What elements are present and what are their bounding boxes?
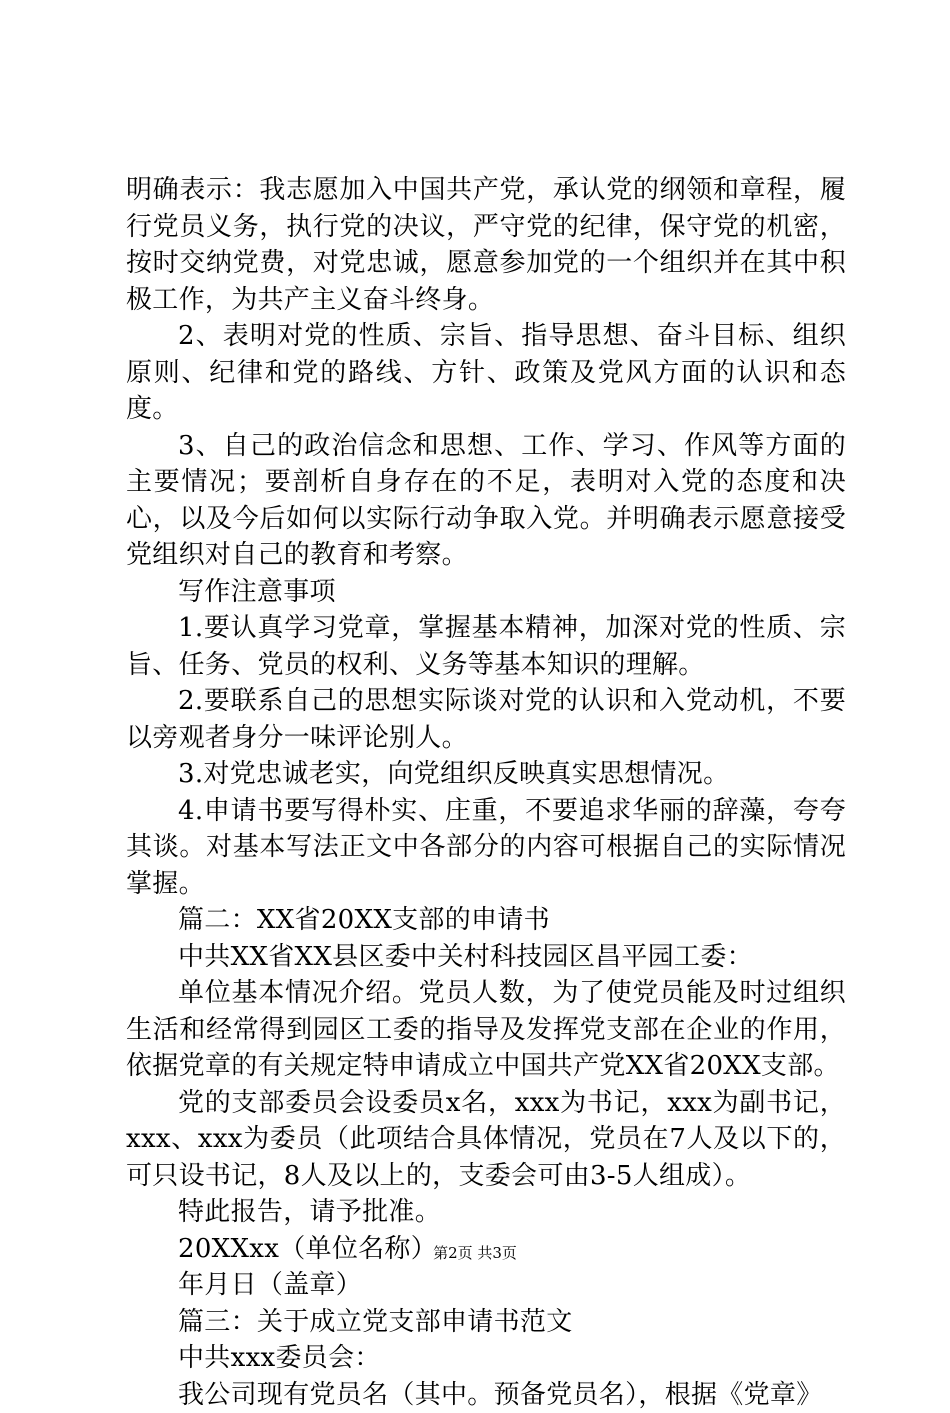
section-heading: 写作注意事项 [126, 574, 846, 611]
paragraph: 我公司现有党员名（其中。预备党员名），根据《党章》 [126, 1377, 846, 1413]
paragraph: 1.要认真学习党章，掌握基本精神，加深对党的性质、宗旨、任务、党员的权利、义务等基本知识的理解。 [126, 610, 846, 683]
closing-line: 特此报告，请予批准。 [126, 1194, 846, 1231]
section-heading: 篇二：XX省20XX支部的申请书 [126, 902, 846, 939]
salutation: 中共XX省XX县区委中关村科技园区昌平园工委： [126, 939, 846, 976]
document-body [126, 172, 846, 1413]
paragraph: 单位基本情况介绍。党员人数，为了使党员能及时过组织生活和经常得到园区工委的指导及发挥党支部在企业的作用，依据党章的有关规定特申请成立中国共产党XX省20XX支部。 [126, 975, 846, 1085]
signature-date: 年月日（盖章） [126, 1267, 846, 1304]
salutation: 中共xxx委员会： [126, 1340, 846, 1377]
paragraph: 党的支部委员会设委员x名，xxx为书记，xxx为副书记，xxx、xxx为委员（此项结合具体情况，党员在7人及以下的，可只设书记，8人及以上的，支委会可由3-5人组成）。 [126, 1085, 846, 1195]
paragraph: 2.要联系自己的思想实际谈对党的认识和入党动机，不要以旁观者身分一味评论别人。 [126, 683, 846, 756]
paragraph: 明确表示：我志愿加入中国共产党，承认党的纲领和章程，履行党员义务，执行党的决议，严守党的纪律，保守党的机密，按时交纳党费，对党忠诚，愿意参加党的一个组织并在其中积极工作，为共产主义奋斗终身。 [126, 172, 846, 318]
section-heading: 篇三：关于成立党支部申请书范文 [126, 1304, 846, 1341]
paragraph: 2、表明对党的性质、宗旨、指导思想、奋斗目标、组织原则、纪律和党的路线、方针、政策及党风方面的认识和态度。 [126, 318, 846, 428]
page-number-footer: 第2页 共3页 [0, 1243, 950, 1263]
signature-unit: 20XXxx（单位名称） [126, 1231, 846, 1268]
paragraph: 4.申请书要写得朴实、庄重，不要追求华丽的辞藻，夸夸其谈。对基本写法正文中各部分的内容可根据自己的实际情况掌握。 [126, 793, 846, 903]
paragraph: 3.对党忠诚老实，向党组织反映真实思想情况。 [126, 756, 846, 793]
paragraph: 3、自己的政治信念和思想、工作、学习、作风等方面的主要情况；要剖析自身存在的不足，表明对入党的态度和决心，以及今后如何以实际行动争取入党。并明确表示愿意接受党组织对自己的教育和考察。 [126, 428, 846, 574]
